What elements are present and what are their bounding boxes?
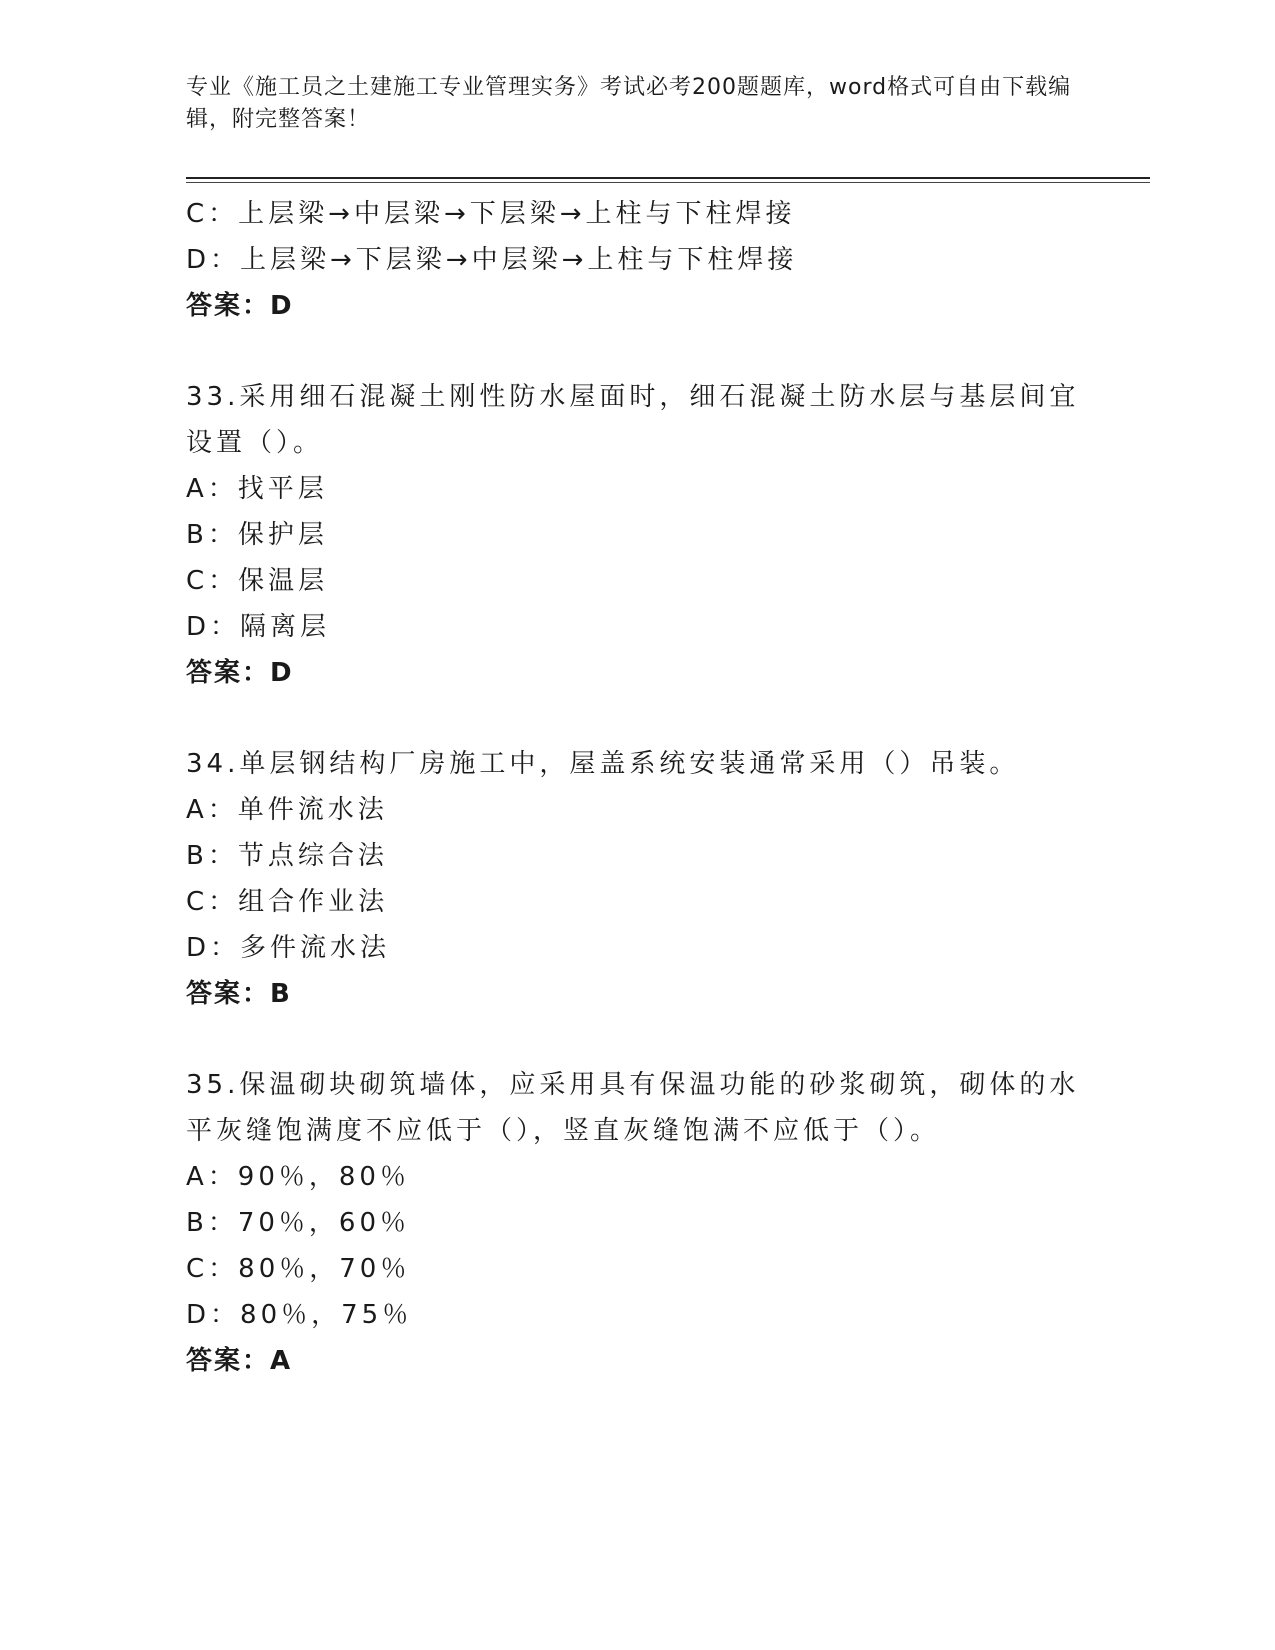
answer-label: 答案：B [186, 979, 292, 1009]
header-rule-thick [186, 177, 1150, 179]
option-d: D：隔离层 [186, 612, 331, 642]
document-header: 专业《施工员之土建施工专业管理实务》考试必考200题题库，word格式可自由下载编辑，附完整答案！ [186, 75, 1072, 132]
question-stem: 34.单层钢结构厂房施工中，屋盖系统安装通常采用（）吊装。 [186, 749, 1020, 779]
option-b: B：节点综合法 [186, 841, 388, 871]
option-b: B：保护层 [186, 520, 328, 550]
option-b: B：70％，60％ [186, 1208, 411, 1238]
option-c: C：保温层 [186, 566, 329, 596]
question-stem: 35.保温砌块砌筑墙体，应采用具有保温功能的砂浆砌筑，砌体的水平灰缝饱满度不应低于（），竖直灰缝饱满不应低于（）。 [186, 1070, 1080, 1146]
option-c: C：上层梁→中层梁→下层梁→上柱与下柱焊接 [186, 199, 796, 229]
answer-label: 答案：D [186, 291, 294, 321]
question-35 [186, 1062, 1086, 1384]
question-stem: 33.采用细石混凝土刚性防水屋面时，细石混凝土防水层与基层间宜设置（）。 [186, 382, 1080, 458]
prev-question-tail [186, 191, 1086, 329]
answer-label: 答案：D [186, 658, 294, 688]
option-a: A：单件流水法 [186, 795, 388, 825]
header-rule-thin [186, 182, 1150, 183]
option-d: D：80％，75％ [186, 1300, 413, 1330]
question-33 [186, 374, 1086, 696]
option-d: D：多件流水法 [186, 933, 391, 963]
option-a: A：90％，80％ [186, 1162, 410, 1192]
option-d: D：上层梁→下层梁→中层梁→上柱与下柱焊接 [186, 245, 798, 275]
option-a: A：找平层 [186, 474, 328, 504]
option-c: C：80％，70％ [186, 1254, 411, 1284]
question-34 [186, 741, 1086, 1017]
question-content [186, 191, 1086, 1384]
answer-label: 答案：A [186, 1346, 293, 1376]
option-c: C：组合作业法 [186, 887, 389, 917]
